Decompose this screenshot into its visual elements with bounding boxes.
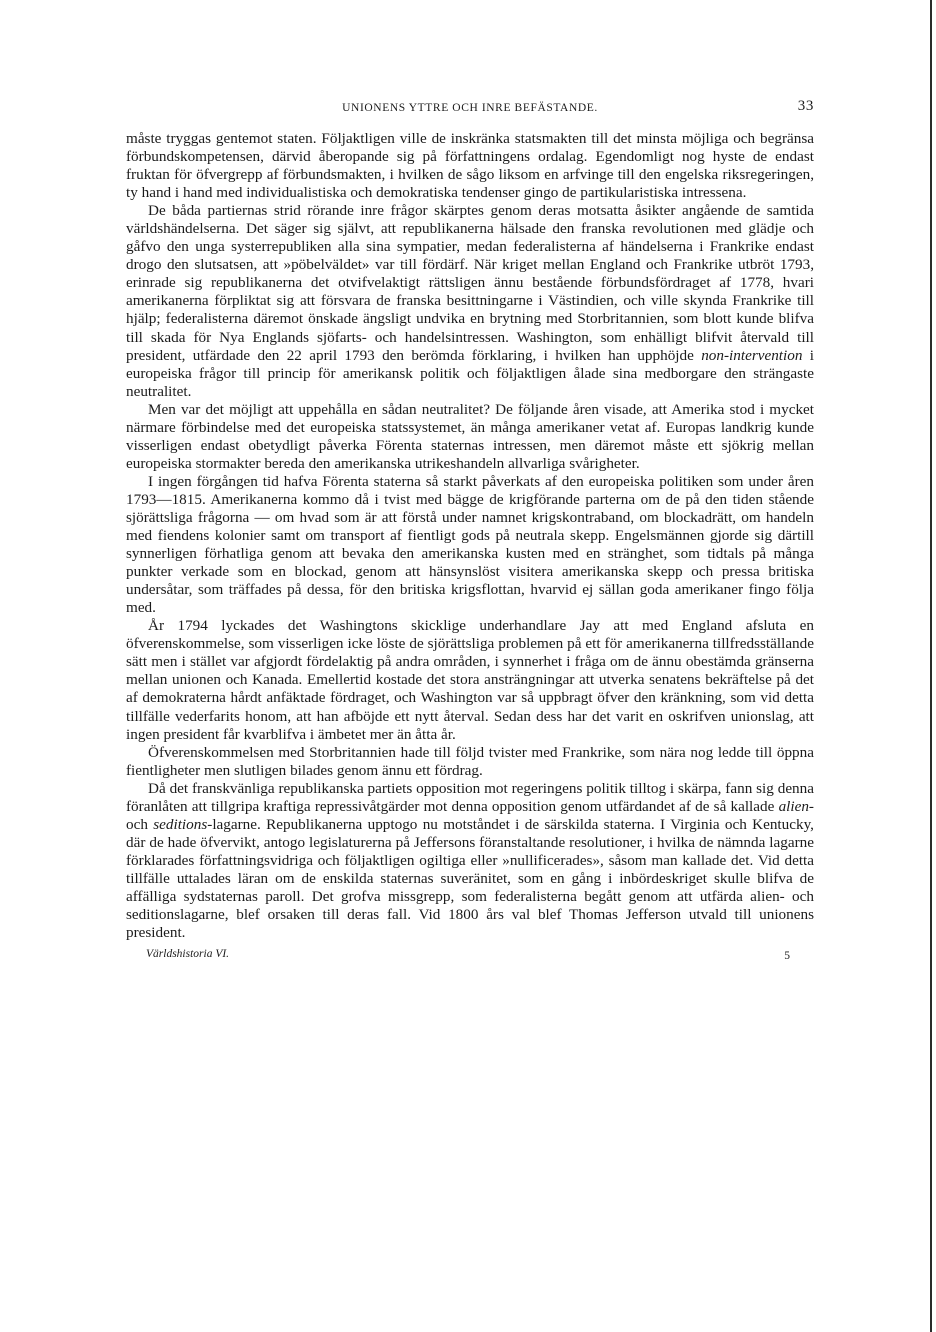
text-run: År 1794 lyckades det Washingtons skicklige underhandlare Jay att med England afsluta en öfverenskommelse, som visserligen icke löste de sjörättsliga problemen på ett för amerikanerna tillfredsställande sätt men i stället var afgjordt fördelaktig på andra områden, i synnerhet i fråga om de ännu obestämda gränserna mellan unionen och Kanada. Emellertid kostade det stora ansträngningar att utverka senatens bekräftelse på det af demokraterna hårdt anfäktade fördraget, och Washington var så uppbragt öfver den kränkning, som vid detta tillfälle vederfarits honom, att han afböjde ett nytt återval. Sedan dess har det varit en oskrifven unionslag, att ingen president får kvarblifva i ämbetet mer än åtta år. [126, 617, 814, 743]
text-run: Öfverenskommelsen med Storbritannien hade till följd tvister med Frankrike, som nära nog ledde till öppna fientligheter men slutligen bilades genom ännu ett fördrag. [126, 743, 814, 779]
text-run: och [126, 815, 154, 833]
paragraph [126, 473, 814, 617]
sheet-number: 5 [784, 950, 790, 963]
running-head-title: UNIONENS YTTRE OCH INRE BEFÄSTANDE. [342, 102, 598, 114]
italic-term: alien- [778, 797, 814, 815]
paragraph [126, 744, 814, 780]
page-footer [126, 948, 814, 964]
text-run: De båda partiernas strid rörande inre frågor skärptes genom deras motsatta åsikter angående de samtida världshändelserna. Det säger sig självt, att republikanerna hälsade den franska revolutionen med glädje och gåfvo den unga systerrepubliken alla sina sympatier, medan federalisterna af händelserna i Frankrike endast drogo den slutsatsen, att »pöbelväldet» var till fördärf. När kriget mellan England och Frankrike utbröt 1793, erinrade sig republikanerna det otvifvelaktigt rättsligen ännu bestående förbundsfördraget af 1778, hvari amerikanerna förpliktat sig att försvara de franska besittningarne i Västindien, och ville skynda Frankrike till hjälp; federalisterna däremot önskade ängsligt undvika en brytning med Storbritannien, som blott kunde blifva till skada för Nya Englands sjöfarts- och handelsintressen. Washington, som enhälligt blifvit återvald till president, utfärdade den 22 april 1793 den berömda förklaring, i hvilken han upphöjde [126, 202, 814, 364]
paragraph [126, 401, 814, 473]
paragraph [126, 617, 814, 743]
italic-term: seditions [153, 815, 208, 833]
paragraph [126, 202, 814, 401]
paragraph [126, 780, 814, 942]
text-run: Men var det möjligt att uppehålla en sådan neutralitet? De följande åren visade, att Amerika stod i mycket närmare förbindelse med det europeiska statssystemet, än många amerikaner vetat af. Europas landkrig kunde visserligen endast obetydligt påverka Förenta staternas intressen, men däremot måste ett sjökrig mellan europeiska stormakter bereda den amerikanska utrikeshandeln allvarliga svårigheter. [126, 400, 814, 472]
text-run: -lagarne. Republikanerna upptogo nu motståndet i de särskilda staterna. I Virginia och Kentucky, där de hade öfvervikt, antogo legislaturerna på Jeffersons föranstaltande resolutioner, i hvilka de nämnda lagarne förklarades författningsvidriga och följaktligen ogiltiga eller »nullificerades», såsom man kallade det. Vid detta tillfälle uttalades läran om de enskilda staternas suveränitet, som en gång i inbördeskriget skulle blifva de affälliga sydstaternas paroll. Det grofva missgrepp, som federalisterna begått genom att utfärda alien- och seditionslagarne, blef orsaken till deras fall. Vid 1800 års val blef Thomas Jefferson utvald till unionens president. [126, 815, 814, 942]
italic-term: non-intervention [701, 346, 803, 364]
book-page [126, 98, 814, 964]
text-run: måste tryggas gentemot staten. Följaktligen ville de inskränka statsmakten till det minsta möjliga och begränsa förbundskompetensen, därvid åberopande sig på författningens ordalag. Egendomligt nog hyste de endast fruktan för öfvergrepp af förbundsmakten, i hvilken de sågo liksom en arfvinge till den engelska riksregeringen, ty hand i hand med individualistiska och demokratiska tendenser gingo de partikularistiska intressena. [126, 130, 814, 202]
signature-mark: Världshistoria VI. [146, 948, 230, 961]
page-number: 33 [797, 98, 814, 114]
text-run: i europeiska frågor till princip för amerikansk politik och följaktligen ålade sina medborgare den strängaste neutralitet. [126, 346, 814, 400]
text-run: I ingen förgången tid hafva Förenta staterna så starkt påverkats af den europeiska politiken som under åren 1793—1815. Amerikanerna kommo då i tvist med bägge de krigförande parterna om de på den tiden stående sjörättsliga frågorna — om hvad som är att förstå under namnet krigskontraband, om blockadrätt, om handeln med fiendens kolonier samt om transport af fientligt gods på neutrala skepp. Engelsmännen gjorde sig därtill synnerligen förhatliga genom att bevaka den amerikanska kusten med en stränghet, som tidtals på många punkter verkade som en blockad, genom att hänsynslöst visitera amerikanska skepp och pressa britiska undersåtar, som träffades på dessa, för den britiska krigsflottan, hvarvid ej sällan goda amerikaner fingo följa med. [126, 472, 814, 617]
page-edge-border [930, 0, 932, 1332]
text-run: Då det franskvänliga republikanska partiets opposition mot regeringens politik tilltog i skärpa, fann sig denna föranlåten att tillgripa kraftiga repressivåtgärder mot denna opposition genom utfärdandet af de så kallade [126, 779, 814, 815]
body-text [126, 130, 814, 942]
paragraph [126, 130, 814, 202]
running-head [126, 98, 814, 120]
